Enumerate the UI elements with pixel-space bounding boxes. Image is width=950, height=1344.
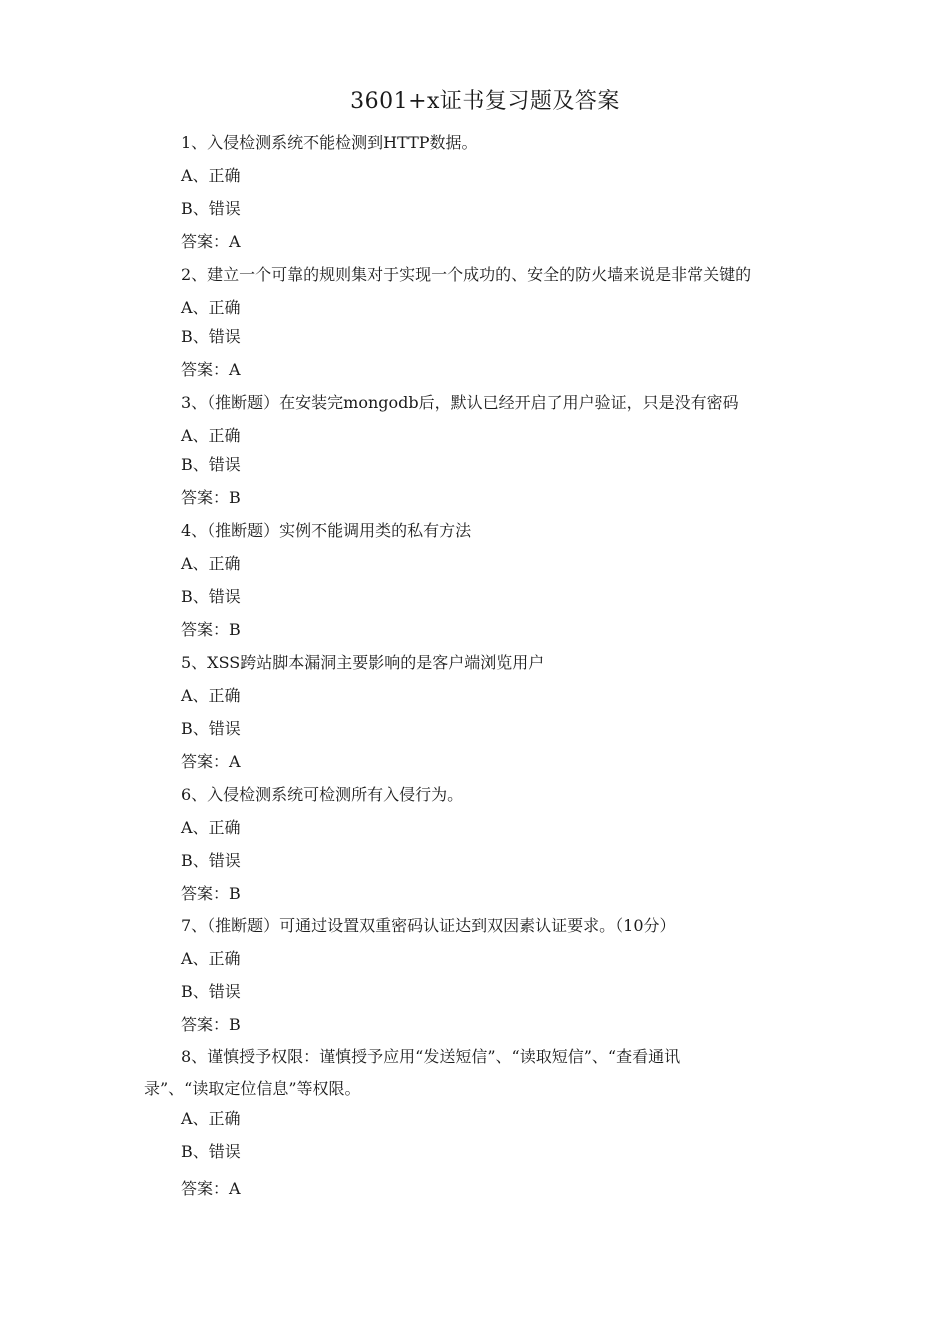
question-3-option-b: B、错误 [181, 455, 241, 474]
question-4-answer: 答案：B [181, 620, 241, 639]
document-title: 3601+x证书复习题及答案 [350, 89, 620, 114]
question-7-option-a: A、正确 [181, 949, 241, 968]
question-1-option-a: A、正确 [181, 166, 241, 185]
question-8-stem: 8、谨慎授予权限：谨慎授予应用“发送短信”、“读取短信”、“查看通讯 [181, 1047, 681, 1066]
question-7-option-b: B、错误 [181, 982, 241, 1001]
question-7-answer: 答案：B [181, 1015, 241, 1034]
question-6-option-a: A、正确 [181, 818, 241, 837]
question-4-stem: 4、（推断题）实例不能调用类的私有方法 [181, 521, 472, 540]
question-8-answer: 答案：A [181, 1179, 241, 1198]
question-2-option-a: A、正确 [181, 298, 241, 317]
question-2-option-b: B、错误 [181, 327, 241, 346]
question-4-option-b: B、错误 [181, 587, 241, 606]
question-3-option-a: A、正确 [181, 426, 241, 445]
question-6-option-b: B、错误 [181, 851, 241, 870]
question-1-option-b: B、错误 [181, 199, 241, 218]
question-5-answer: 答案：A [181, 752, 241, 771]
question-5-option-b: B、错误 [181, 719, 241, 738]
question-2-answer: 答案：A [181, 360, 241, 379]
question-7-stem: 7、（推断题）可通过设置双重密码认证达到双因素认证要求。（10分） [181, 916, 676, 935]
question-1-answer: 答案：A [181, 232, 241, 251]
question-6-stem: 6、入侵检测系统可检测所有入侵行为。 [181, 785, 464, 804]
question-3-stem: 3、（推断题）在安装完mongodb后，默认已经开启了用户验证，只是没有密码 [181, 393, 739, 412]
question-5-option-a: A、正确 [181, 686, 241, 705]
question-6-answer: 答案：B [181, 884, 241, 903]
question-8-stem-continued: 录”、“读取定位信息”等权限。 [144, 1079, 361, 1098]
question-8-option-b: B、错误 [181, 1142, 241, 1161]
question-4-option-a: A、正确 [181, 554, 241, 573]
question-3-answer: 答案：B [181, 488, 241, 507]
question-8-option-a: A、正确 [181, 1109, 241, 1128]
question-1-stem: 1、入侵检测系统不能检测到HTTP数据。 [181, 133, 478, 152]
question-2-stem: 2、建立一个可靠的规则集对于实现一个成功的、安全的防火墙来说是非常关键的 [181, 265, 752, 284]
question-5-stem: 5、XSS跨站脚本漏洞主要影响的是客户端浏览用户 [181, 653, 545, 672]
